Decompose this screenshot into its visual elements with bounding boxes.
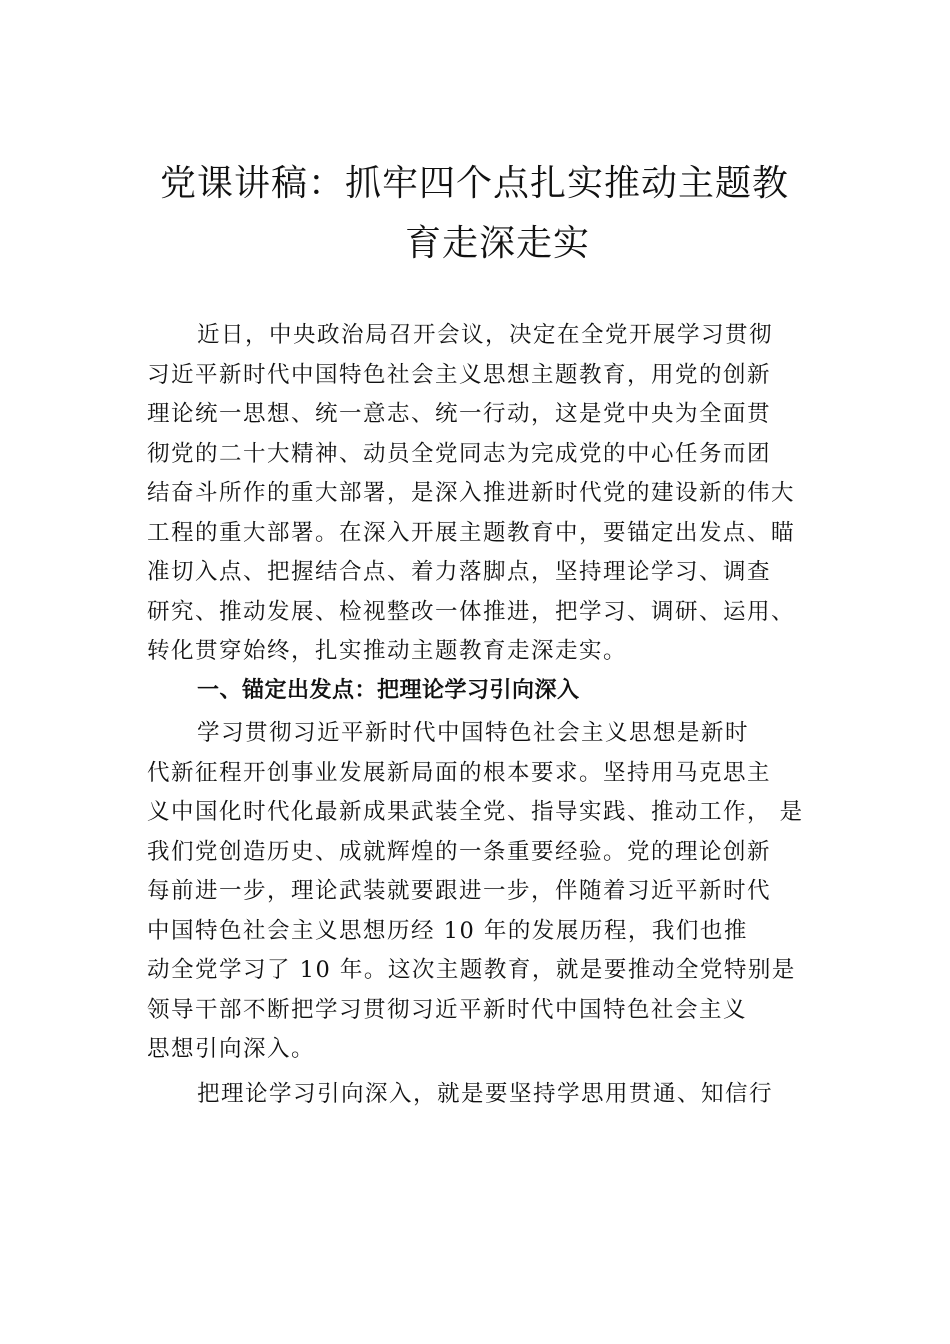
paragraph-line: 学习贯彻习近平新时代中国特色社会主义思想是新时 — [197, 720, 750, 746]
paragraph-line: 结奋斗所作的重大部署，是深入推进新时代党的建设新的伟大 — [147, 480, 796, 506]
paragraph-line: 思想引向深入。 — [147, 1036, 316, 1062]
paragraph-line: 准切入点、把握结合点、着力落脚点，坚持理论学习、调查 — [147, 559, 772, 585]
paragraph-continuation — [147, 1075, 827, 1115]
paragraph-intro — [147, 316, 827, 672]
paragraph-line: 理论统一思想、统一意志、统一行动，这是党中央为全面贯 — [147, 401, 772, 427]
document-title — [150, 158, 810, 270]
paragraph-line: 研究、推动发展、检视整改一体推进，把学习、调研、运用、 — [147, 598, 796, 625]
paragraph-line: 转化贯穿始终，扎实推动主题教育走深走实。 — [147, 638, 628, 664]
paragraph-line: 近日，中央政治局召开会议，决定在全党开展学习贯彻 — [197, 322, 774, 348]
paragraph-line: 代新征程开创事业发展新局面的根本要求。坚持用马克思主 — [147, 759, 772, 786]
paragraph-line: 我们党创造历史、成就辉煌的一条重要经验。党的理论创新 — [147, 838, 772, 865]
paragraph-line: 把理论学习引向深入，就是要坚持学思用贯通、知信行 — [197, 1081, 774, 1107]
paragraph-line: 工程的重大部署。在深入开展主题教育中，要锚定出发点、瞄 — [147, 519, 796, 546]
paragraph-line: 每前进一步，理论武装就要跟进一步，伴随着习近平新时代 — [147, 878, 772, 904]
paragraph-line: 动全党学习了 10 年。这次主题教育，就是要推动全党特别是 — [147, 957, 796, 983]
paragraph-line: 彻党的二十大精神、动员全党同志为完成党的中心任务而团 — [147, 440, 772, 467]
section-heading-1: 一、锚定出发点：把理论学习引向深入 — [197, 678, 580, 703]
paragraph-line: 领导干部不断把学习贯彻习近平新时代中国特色社会主义 — [147, 996, 748, 1023]
paragraph-line: 中国特色社会主义思想历经 10 年的发展历程，我们也推 — [147, 917, 748, 944]
paragraph-section-1 — [147, 714, 827, 1070]
title-line-1: 党课讲稿：抓牢四个点扎实推动主题教 — [160, 163, 790, 204]
paragraph-line: 义中国化时代化最新成果武装全党、指导实践、推动工作， 是 — [147, 799, 804, 825]
title-line-2: 育走深走实 — [405, 223, 591, 264]
paragraph-line: 习近平新时代中国特色社会主义思想主题教育，用党的创新 — [147, 361, 772, 388]
